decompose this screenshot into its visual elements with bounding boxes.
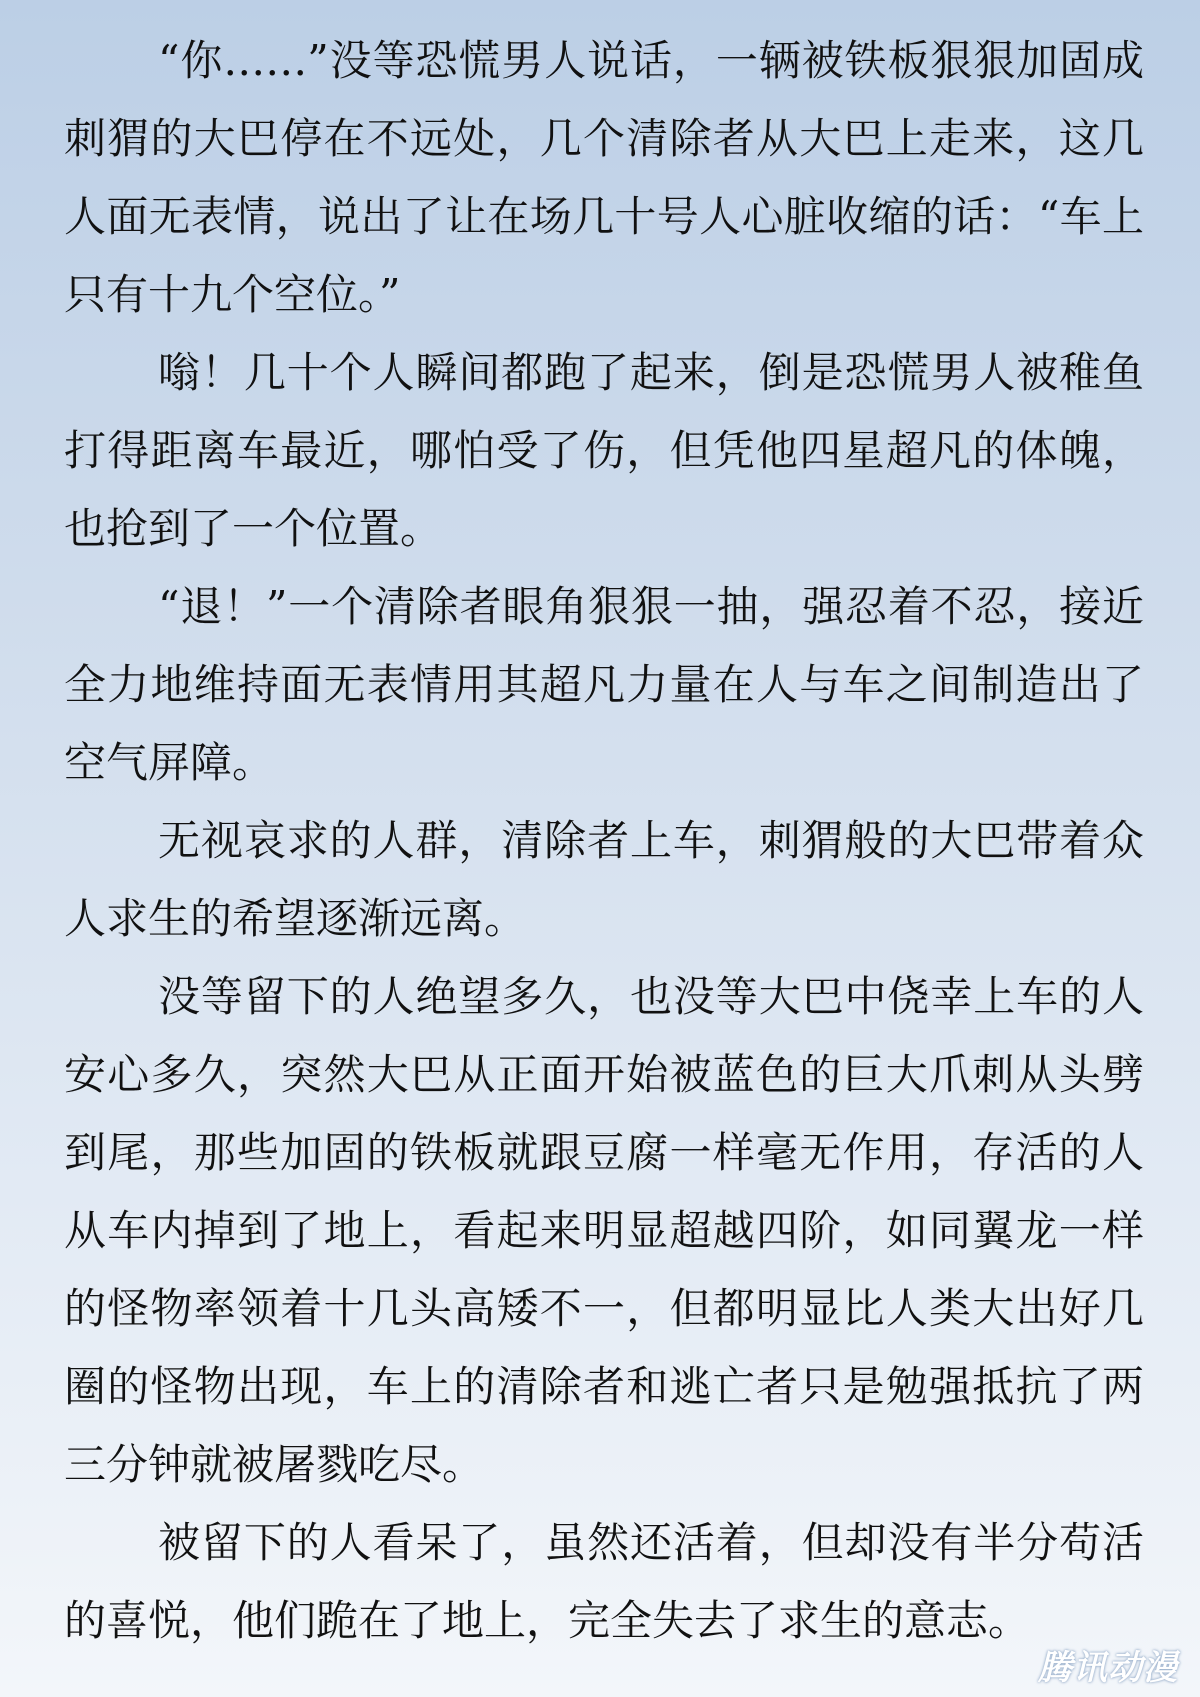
paragraph-3: “退！”一个清除者眼角狠狠一抽，强忍着不忍，接近全力地维持面无表情用其超凡力量在人与车之间制造出了空气屏障。 bbox=[64, 582, 1144, 787]
paragraph-2: 嗡！几十个人瞬间都跑了起来，倒是恐慌男人被稚鱼打得距离车最近，哪怕受了伤，但凭他四星超凡的体魄，也抢到了一个位置。 bbox=[64, 348, 1144, 553]
paragraph-6: 被留下的人看呆了，虽然还活着，但却没有半分苟活的喜悦，他们跪在了地上，完全失去了求生的意志。 bbox=[64, 1518, 1144, 1645]
tencent-comics-watermark: 腾讯动漫 bbox=[1038, 1648, 1178, 1688]
paragraph-4: 无视哀求的人群，清除者上车，刺猬般的大巴带着众人求生的希望逐渐远离。 bbox=[64, 816, 1144, 943]
novel-page bbox=[64, 22, 1144, 1660]
paragraph-1: “你……”没等恐慌男人说话，一辆被铁板狠狠加固成刺猬的大巴停在不远处，几个清除者从大巴上走来，这几人面无表情，说出了让在场几十号人心脏收缩的话：“车上只有十九个空位。” bbox=[64, 36, 1144, 319]
paragraph-5: 没等留下的人绝望多久，也没等大巴中侥幸上车的人安心多久，突然大巴从正面开始被蓝色的巨大爪刺从头劈到尾，那些加固的铁板就跟豆腐一样毫无作用，存活的人从车内掉到了地上，看起来明显超越四阶，如同翼龙一样的怪物率领着十几头高矮不一，但都明显比人类大出好几圈的怪物出现，车上的清除者和逃亡者只是勉强抵抗了两三分钟就被屠戮吃尽。 bbox=[64, 972, 1144, 1489]
